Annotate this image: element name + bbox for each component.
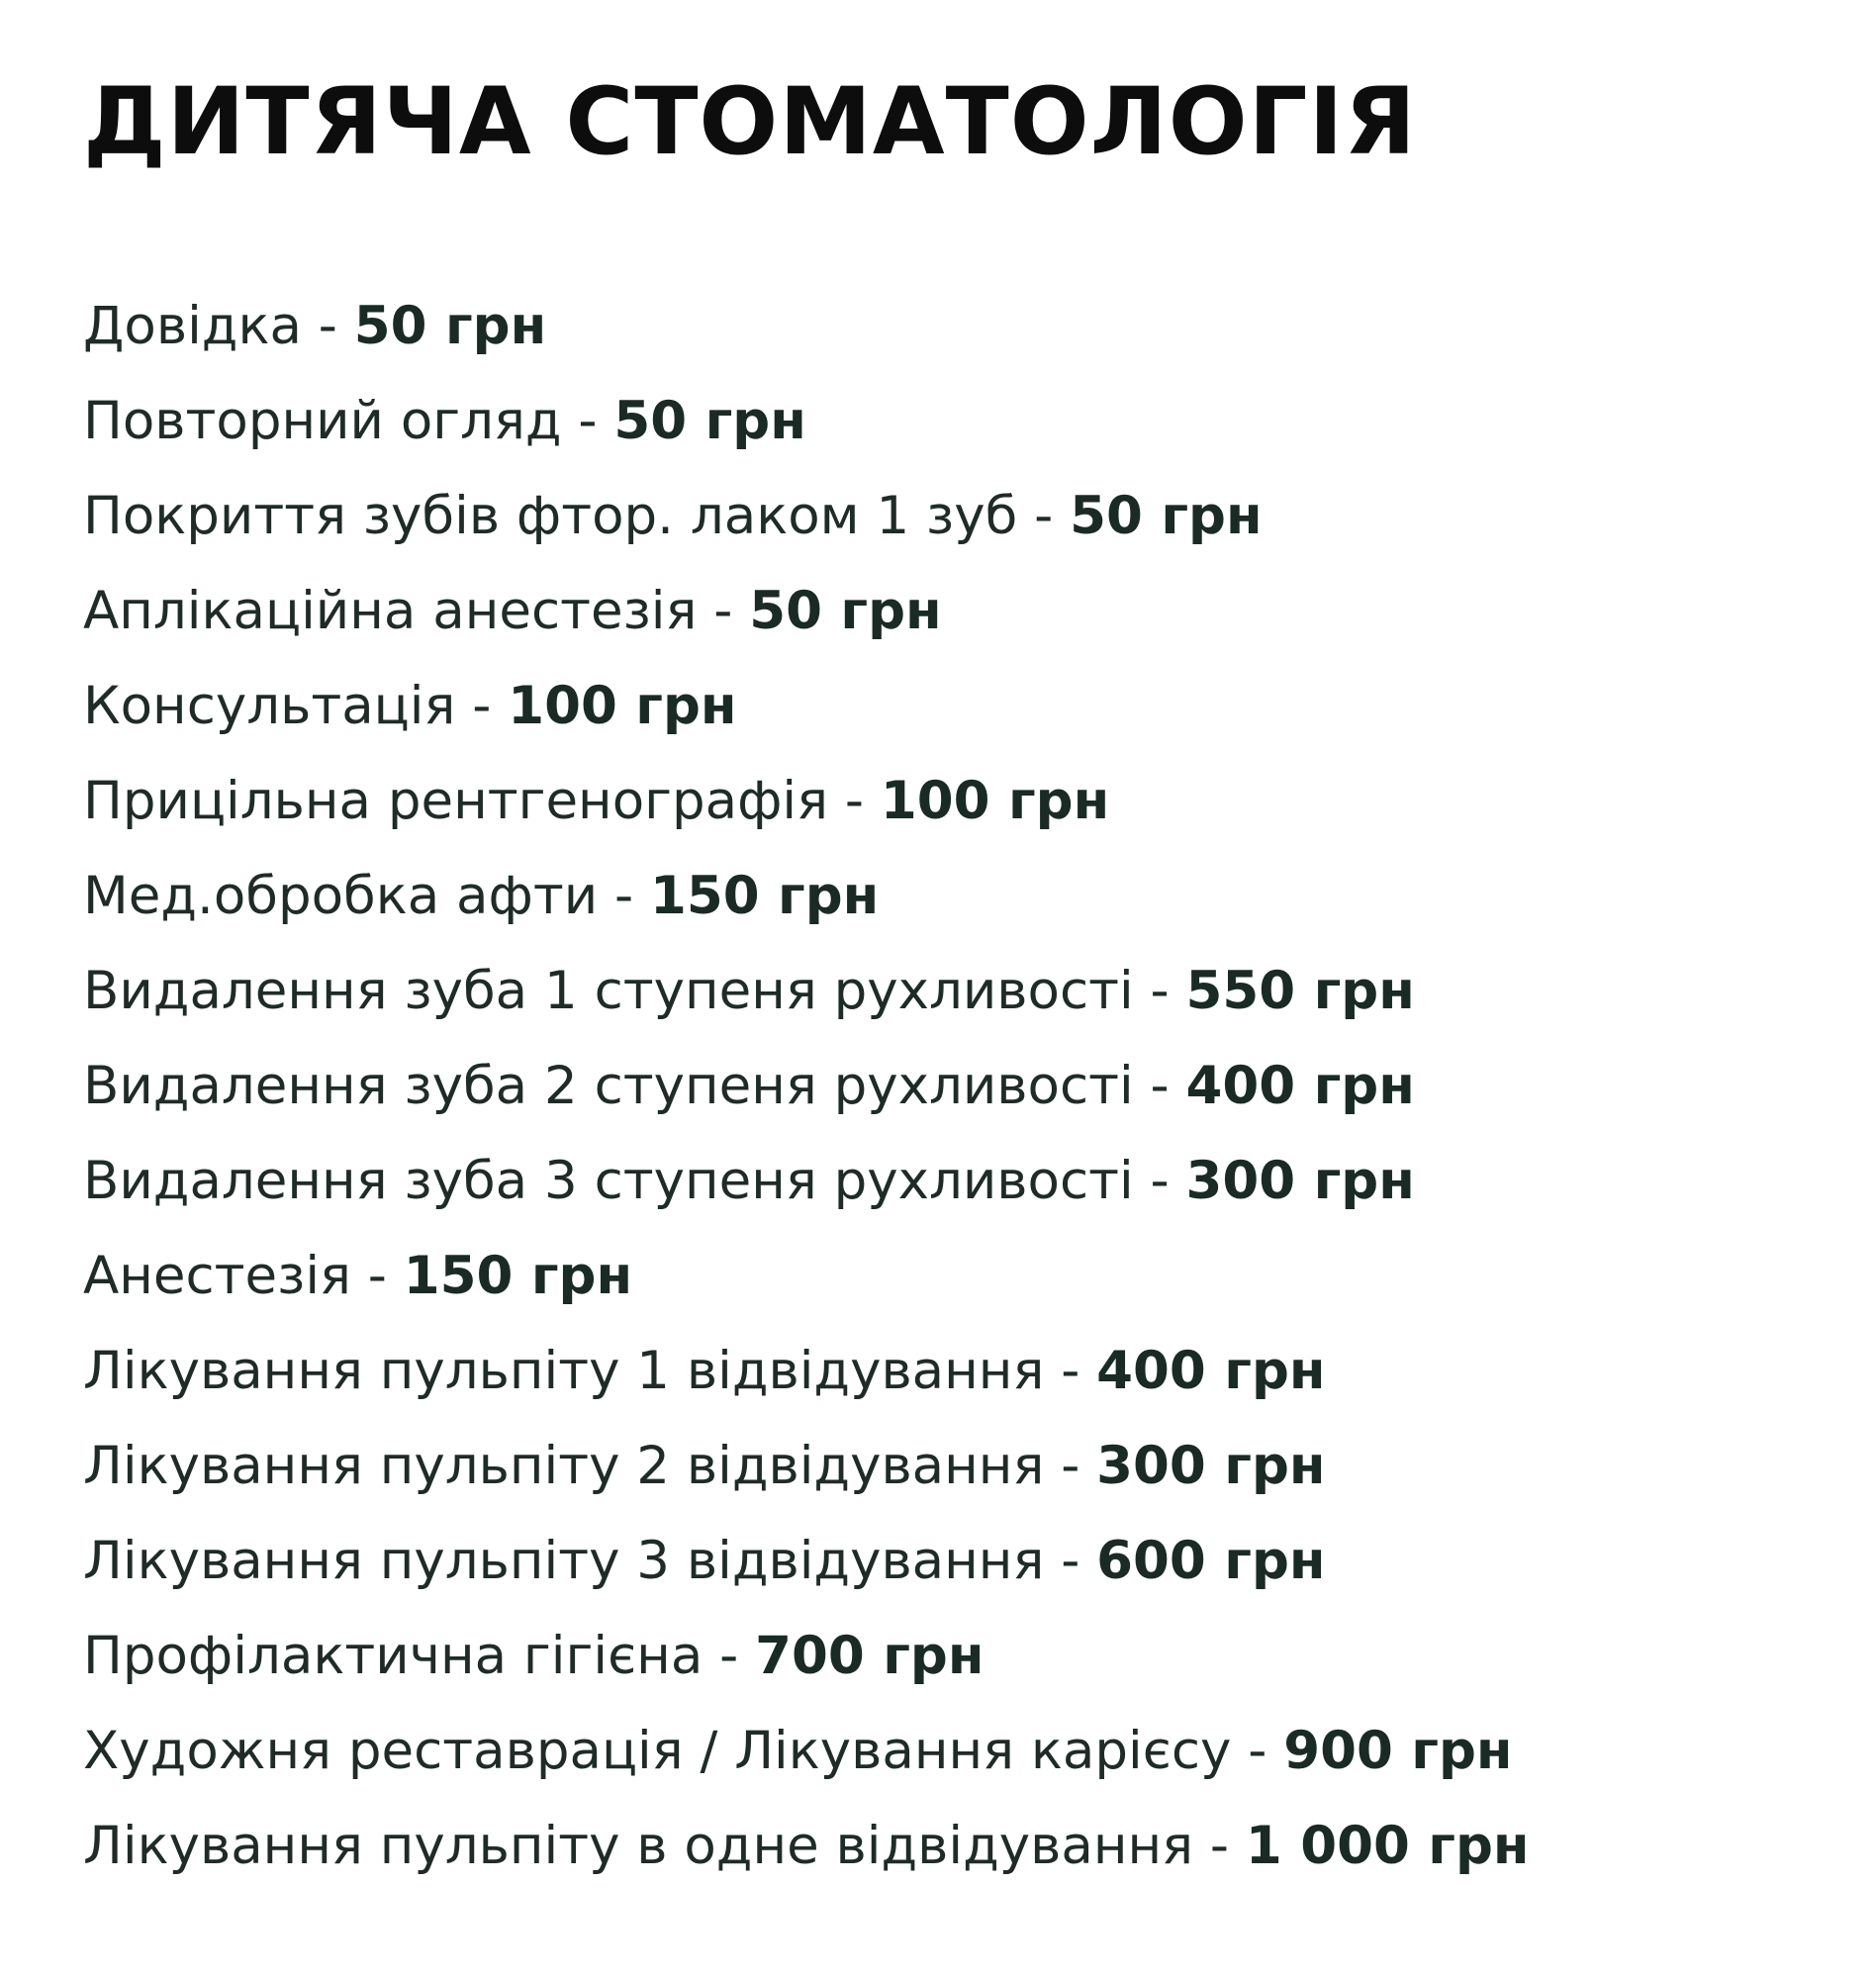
price-list	[83, 279, 1530, 1894]
price-item	[83, 944, 1530, 1039]
price-value: 1 000 грн	[1245, 1816, 1530, 1876]
price-value: 50 грн	[749, 581, 942, 641]
price-item	[83, 374, 1530, 469]
page-title: ДИТЯЧА СТОМАТОЛОГІЯ	[83, 68, 1417, 176]
separator: -	[1044, 1531, 1097, 1591]
price-item	[83, 659, 1530, 754]
separator: -	[1193, 1816, 1246, 1876]
separator: -	[828, 771, 881, 831]
price-value: 150 грн	[403, 1246, 633, 1306]
service-name: Художня реставрація / Лікування карієсу	[83, 1721, 1232, 1781]
price-item	[83, 1419, 1530, 1514]
price-value: 150 грн	[649, 866, 880, 926]
price-item	[83, 1134, 1530, 1229]
service-name: Довідка	[83, 296, 302, 356]
service-name: Видалення зуба 1 ступеня рухливості	[83, 961, 1134, 1021]
price-value: 50 грн	[353, 296, 547, 356]
price-item	[83, 564, 1530, 659]
separator: -	[561, 391, 614, 451]
separator: -	[455, 676, 509, 736]
price-item	[83, 1229, 1530, 1324]
separator: -	[1133, 1151, 1186, 1211]
service-name: Профілактична гігієна	[83, 1626, 704, 1686]
price-item	[83, 1704, 1530, 1799]
service-name: Лікування пульпіту 1 відвідування	[83, 1341, 1045, 1401]
service-name: Мед.обробка афти	[83, 866, 599, 926]
price-value: 100 грн	[508, 676, 737, 736]
price-value: 400 грн	[1096, 1341, 1326, 1401]
price-value: 900 грн	[1283, 1721, 1513, 1781]
separator: -	[301, 296, 354, 356]
service-name: Лікування пульпіту в одне відвідування	[83, 1816, 1194, 1876]
service-name: Лікування пульпіту 3 відвідування	[83, 1531, 1045, 1591]
separator: -	[1133, 1056, 1186, 1116]
price-item	[83, 469, 1530, 564]
service-name: Видалення зуба 2 ступеня рухливості	[83, 1056, 1134, 1116]
price-value: 300 грн	[1096, 1436, 1326, 1496]
price-item	[83, 1609, 1530, 1704]
service-name: Лікування пульпіту 2 відвідування	[83, 1436, 1045, 1496]
price-value: 50 грн	[1070, 486, 1263, 546]
price-item	[83, 1324, 1530, 1419]
price-item	[83, 1039, 1530, 1134]
price-value: 300 грн	[1185, 1151, 1415, 1211]
separator: -	[703, 1626, 756, 1686]
separator: -	[1133, 961, 1186, 1021]
service-name: Консультація	[83, 676, 456, 736]
price-item	[83, 754, 1530, 849]
separator: -	[1044, 1436, 1097, 1496]
price-value: 550 грн	[1185, 961, 1415, 1021]
price-list-page	[83, 0, 1844, 1979]
price-value: 700 грн	[755, 1626, 985, 1686]
separator: -	[1044, 1341, 1097, 1401]
separator: -	[350, 1246, 404, 1306]
price-item	[83, 279, 1530, 374]
service-name: Прицільна рентгенографія	[83, 771, 829, 831]
service-name: Аплікаційна анестезія	[83, 581, 698, 641]
service-name: Повторний огляд	[83, 391, 562, 451]
price-value: 100 грн	[880, 771, 1110, 831]
separator: -	[1017, 486, 1071, 546]
separator: -	[697, 581, 750, 641]
price-value: 600 грн	[1096, 1531, 1326, 1591]
service-name: Покриття зубів фтор. лаком 1 зуб	[83, 486, 1018, 546]
price-item	[83, 1799, 1530, 1894]
price-value: 400 грн	[1185, 1056, 1415, 1116]
price-item	[83, 1514, 1530, 1609]
separator: -	[598, 866, 650, 926]
service-name: Видалення зуба 3 ступеня рухливості	[83, 1151, 1134, 1211]
price-item	[83, 849, 1530, 944]
separator: -	[1231, 1721, 1284, 1781]
price-value: 50 грн	[613, 391, 806, 451]
service-name: Анестезія	[83, 1246, 351, 1306]
